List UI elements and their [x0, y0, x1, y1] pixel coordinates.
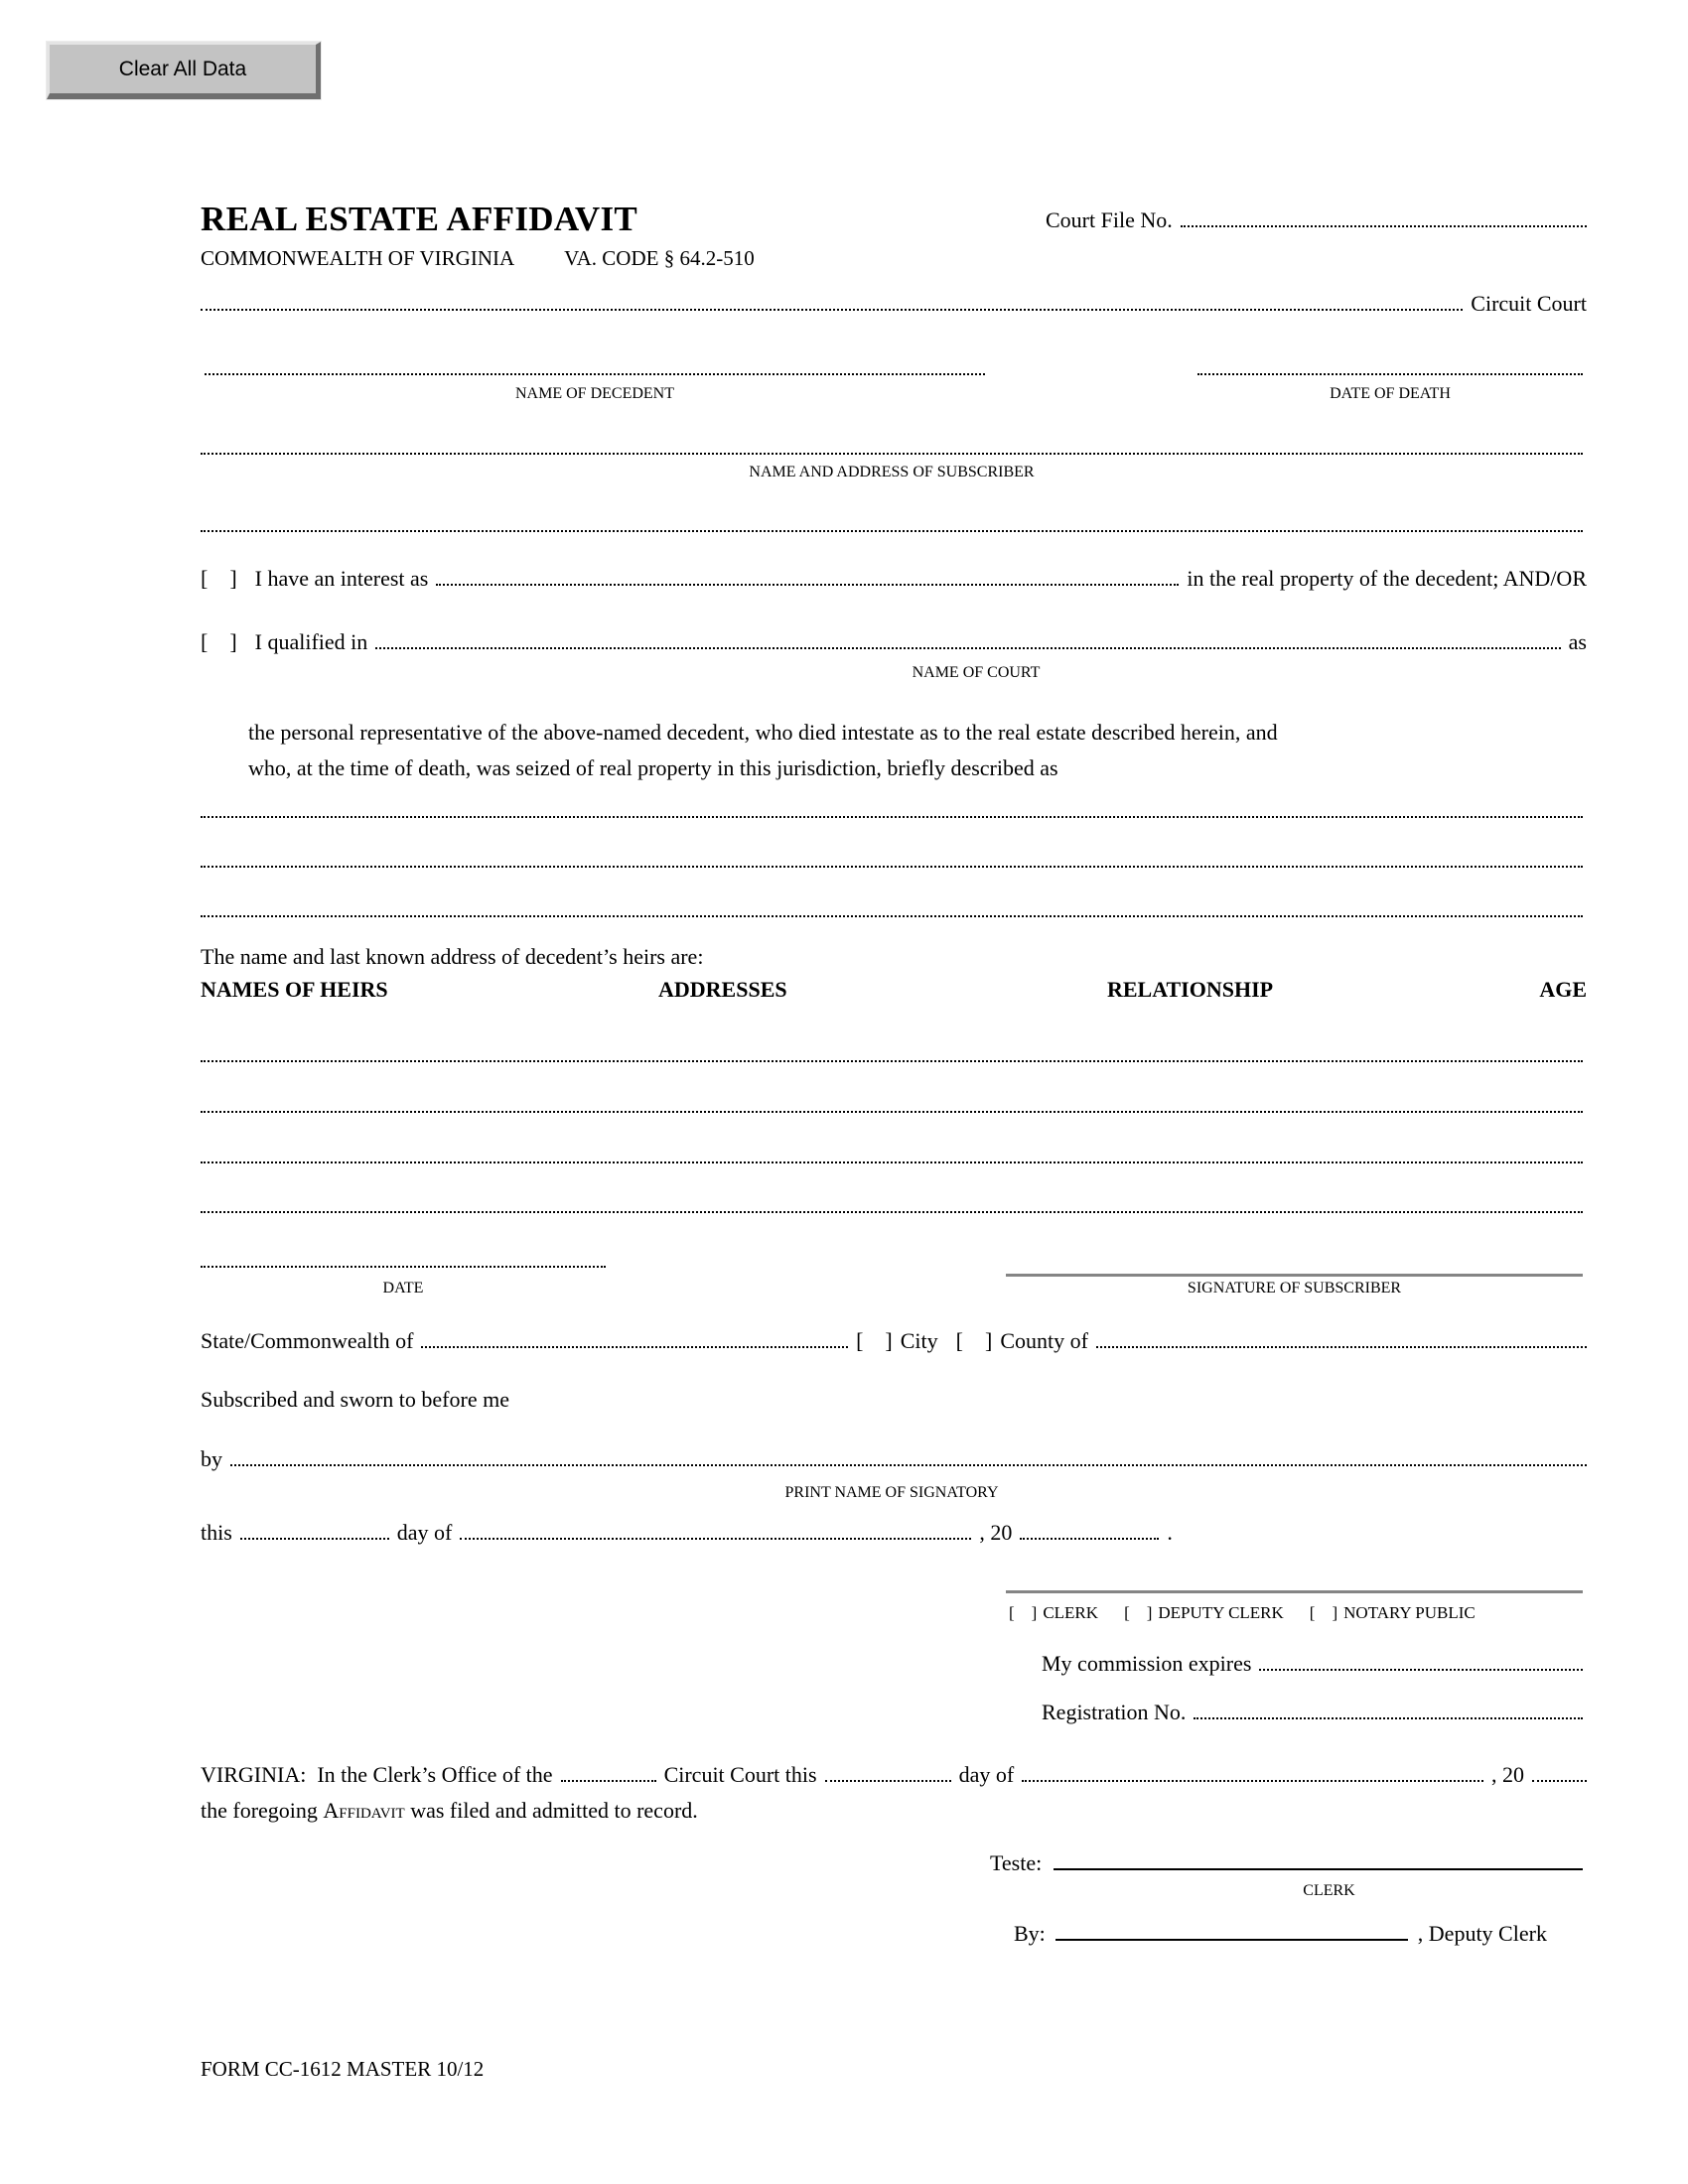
property-description-field-1[interactable]: [201, 816, 1583, 818]
filing-line2-pre: the foregoing: [201, 1798, 324, 1823]
by-label: by: [201, 1446, 222, 1471]
deputy-clerk-signature-line: [1055, 1939, 1408, 1941]
officer-role-row: [1009, 1603, 1476, 1623]
filing-row: [201, 1761, 1587, 1789]
circuit-court-row: [201, 290, 1587, 318]
year-label: , 20: [979, 1520, 1013, 1545]
city-county-name-field[interactable]: [1096, 1346, 1587, 1348]
representative-paragraph-line1: the personal representative of the above-named decedent, who died intestate as to the real estate described herein, and: [248, 720, 1278, 745]
heirs-row-field-1[interactable]: [201, 1060, 1583, 1062]
filing-line2: [201, 1797, 698, 1825]
heirs-col-addresses: ADDRESSES: [658, 977, 787, 1002]
decedent-name-field[interactable]: [205, 373, 985, 375]
form-number: FORM CC-1612 MASTER 10/12: [201, 2057, 485, 2081]
name-of-decedent-caption: NAME OF DECEDENT: [515, 385, 674, 402]
state-label: State/Commonwealth of: [201, 1328, 414, 1353]
this-label: this: [201, 1520, 232, 1545]
commission-row: [1042, 1650, 1583, 1678]
day-of-label: day of: [396, 1520, 453, 1545]
property-description-field-3[interactable]: [201, 915, 1583, 917]
date-caption: DATE: [382, 1280, 424, 1297]
circuit-court-label: Circuit Court: [1471, 291, 1587, 316]
state-row: [201, 1327, 1587, 1355]
filing-year-field[interactable]: [1532, 1780, 1587, 1782]
deputy-clerk-suffix: , Deputy Clerk: [1417, 1921, 1547, 1946]
registration-row: [1042, 1699, 1583, 1726]
interest-prefix: I have an interest as: [254, 566, 429, 591]
heirs-col-relationship: RELATIONSHIP: [1107, 977, 1274, 1002]
month-field[interactable]: [460, 1538, 971, 1540]
teste-row: [990, 1849, 1583, 1877]
interest-statement-row: [201, 565, 1587, 593]
form-title: REAL ESTATE AFFIDAVIT: [201, 200, 638, 238]
qualified-statement-row: [201, 628, 1587, 656]
subscriber-address-line2-field[interactable]: [201, 530, 1583, 532]
subscriber-caption: NAME AND ADDRESS OF SUBSCRIBER: [749, 464, 1035, 480]
heirs-intro: The name and last known address of decedent’s heirs are:: [201, 944, 704, 969]
registration-no-field[interactable]: [1194, 1717, 1583, 1719]
day-field[interactable]: [240, 1538, 389, 1540]
date-of-death-caption: DATE OF DEATH: [1330, 385, 1451, 402]
filing-court-name-field[interactable]: [561, 1780, 656, 1782]
name-of-court-caption: NAME OF COURT: [912, 664, 1041, 681]
date-sworn-row: [201, 1519, 1173, 1547]
teste-clerk-signature-line: [1054, 1868, 1583, 1870]
interest-suffix: in the real property of the decedent; AND/OR: [1187, 566, 1587, 591]
signatory-name-field[interactable]: [230, 1464, 1587, 1466]
date-of-death-field[interactable]: [1197, 373, 1583, 375]
commission-expires-field[interactable]: [1259, 1669, 1583, 1671]
signature-of-subscriber-caption: SIGNATURE OF SUBSCRIBER: [1187, 1280, 1402, 1297]
registration-label: Registration No.: [1042, 1700, 1187, 1724]
qualified-checkbox[interactable]: [ ]: [201, 629, 237, 654]
year-field[interactable]: [1020, 1538, 1159, 1540]
qualified-prefix: I qualified in: [254, 629, 368, 654]
print-name-caption: PRINT NAME OF SIGNATORY: [784, 1484, 999, 1501]
heirs-row-field-2[interactable]: [201, 1111, 1583, 1113]
deputy-clerk-checkbox[interactable]: [ ]: [1124, 1603, 1153, 1622]
qualified-suffix: as: [1568, 629, 1587, 654]
teste-clerk-caption: CLERK: [1303, 1882, 1355, 1899]
date-field[interactable]: [201, 1266, 606, 1268]
commission-label: My commission expires: [1042, 1651, 1252, 1676]
circuit-court-name-field[interactable]: [201, 309, 1463, 311]
city-label: City: [900, 1328, 938, 1353]
heirs-col-names: NAMES OF HEIRS: [201, 977, 388, 1002]
filing-day-field[interactable]: [825, 1780, 951, 1782]
filing-year-label: , 20: [1491, 1762, 1524, 1787]
teste-label: Teste:: [990, 1850, 1043, 1875]
notary-public-checkbox[interactable]: [ ]: [1309, 1603, 1338, 1622]
clerk-checkbox[interactable]: [ ]: [1009, 1603, 1038, 1622]
deputy-row: [1014, 1920, 1547, 1948]
heirs-header-row: [201, 976, 1587, 1006]
interest-type-field[interactable]: [436, 584, 1179, 586]
filing-line2-post: was filed and admitted to record.: [404, 1798, 698, 1823]
county-checkbox[interactable]: [ ]: [955, 1328, 993, 1353]
form-subtitle: [201, 246, 755, 271]
subscriber-name-address-field[interactable]: [201, 453, 1583, 455]
circuit-court-this-label: Circuit Court this: [663, 1762, 817, 1787]
code-reference: VA. CODE § 64.2-510: [564, 246, 755, 270]
heirs-row-field-4[interactable]: [201, 1211, 1583, 1213]
court-file-row: [1046, 206, 1587, 234]
clerk-label: CLERK: [1043, 1603, 1099, 1622]
officer-signature-line: [1006, 1590, 1583, 1593]
court-file-no-field[interactable]: [1181, 225, 1587, 227]
heirs-col-age: AGE: [1539, 977, 1587, 1002]
commonwealth-label: COMMONWEALTH OF VIRGINIA: [201, 246, 515, 270]
heirs-row-field-3[interactable]: [201, 1161, 1583, 1163]
state-commonwealth-field[interactable]: [421, 1346, 848, 1348]
virginia-prefix: VIRGINIA: In the Clerk’s Office of the: [201, 1762, 553, 1787]
by-row: [201, 1445, 1587, 1473]
property-description-field-2[interactable]: [201, 866, 1583, 868]
representative-paragraph-line2: who, at the time of death, was seized of real property in this jurisdiction, briefly described as: [248, 755, 1058, 780]
interest-checkbox[interactable]: [ ]: [201, 566, 237, 591]
filing-day-of-label: day of: [958, 1762, 1015, 1787]
court-file-label: Court File No.: [1046, 207, 1173, 232]
by-clerk-label: By:: [1014, 1921, 1046, 1946]
sworn-text: Subscribed and sworn to before me: [201, 1387, 509, 1412]
filing-line2-affidavit: Affidavit: [323, 1798, 405, 1823]
deputy-clerk-label: DEPUTY CLERK: [1158, 1603, 1284, 1622]
court-name-field[interactable]: [375, 647, 1560, 649]
city-checkbox[interactable]: [ ]: [856, 1328, 893, 1353]
clear-all-data-button[interactable]: Clear All Data: [47, 42, 321, 99]
period: .: [1167, 1520, 1173, 1545]
filing-month-field[interactable]: [1022, 1780, 1483, 1782]
county-label: County of: [1000, 1328, 1088, 1353]
notary-public-label: NOTARY PUBLIC: [1343, 1603, 1476, 1622]
subscriber-signature-line: [1006, 1274, 1583, 1277]
